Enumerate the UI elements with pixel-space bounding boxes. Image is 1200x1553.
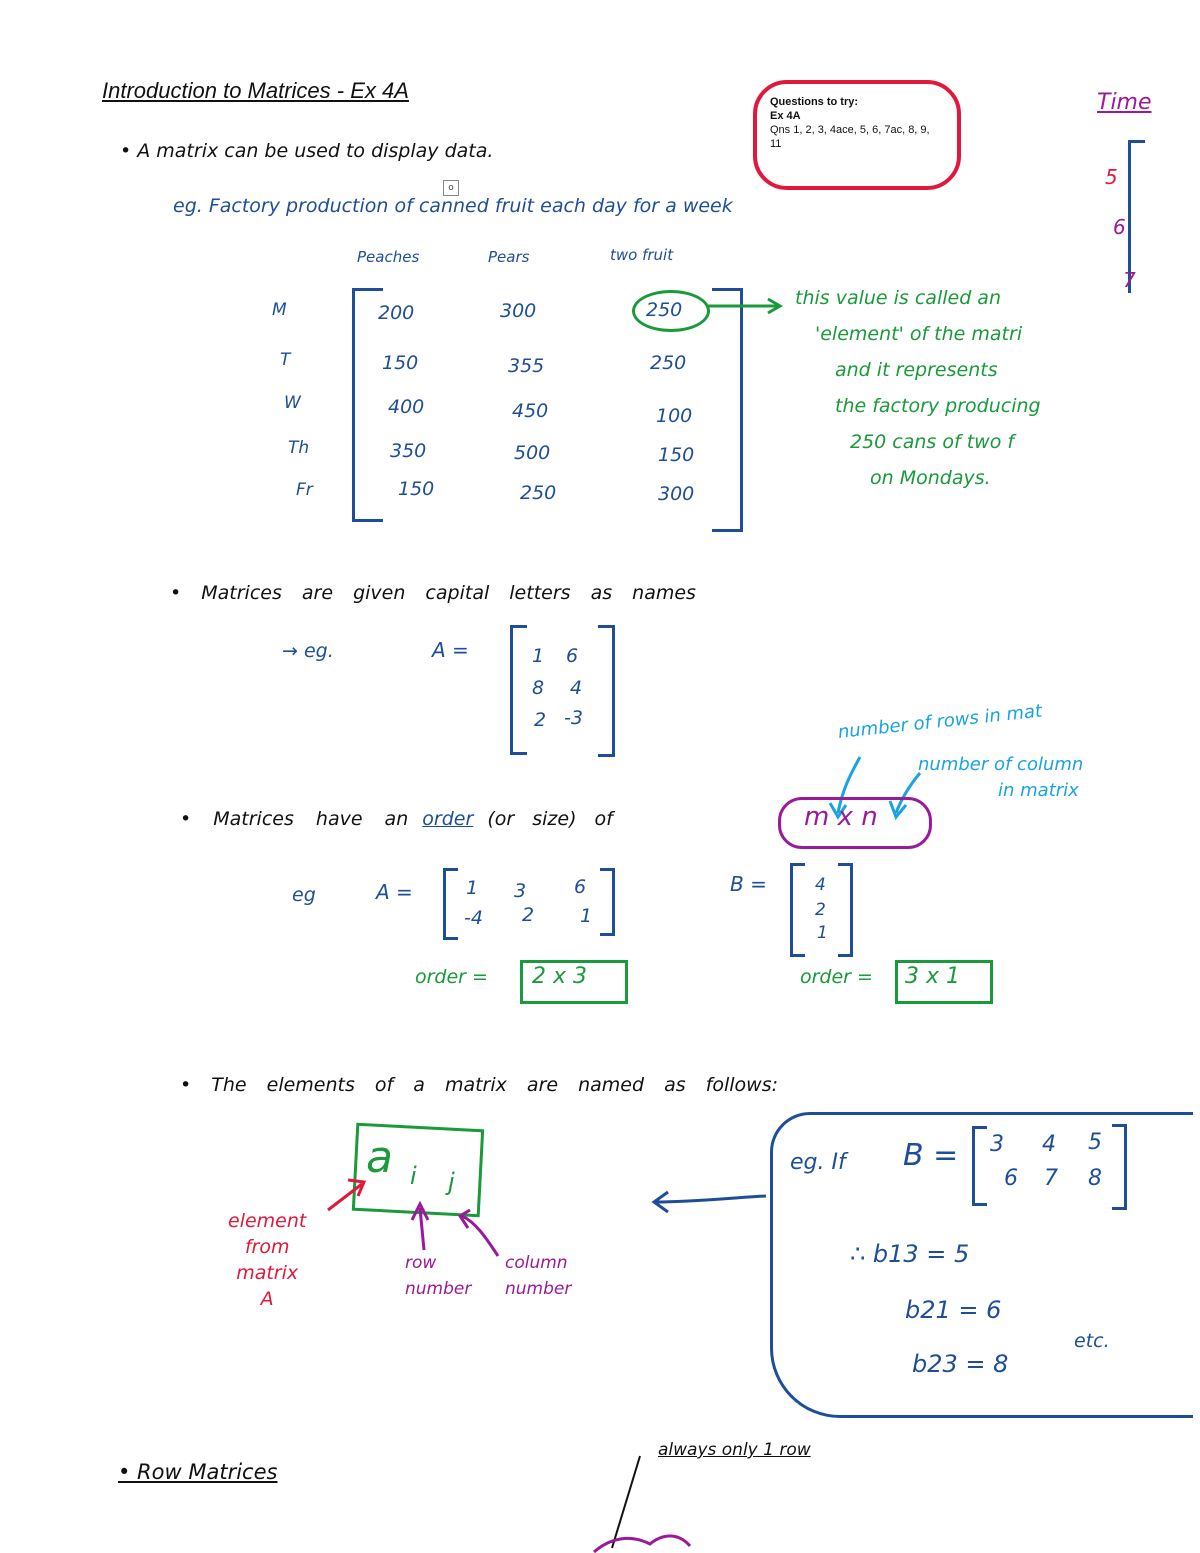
column-number-line-2: number bbox=[505, 1279, 572, 1299]
row-label-w: W bbox=[284, 393, 301, 413]
example3-prefix: eg bbox=[292, 884, 316, 906]
element-note-line-4: the factory producing bbox=[835, 395, 1041, 417]
side-note-day-6: 6 bbox=[1113, 215, 1126, 239]
cols-note-line-2: in matrix bbox=[998, 780, 1079, 801]
aij-a: a bbox=[366, 1132, 393, 1183]
small-box-icon: o bbox=[443, 180, 459, 196]
matrix1-cell-0-2: 250 bbox=[646, 299, 683, 321]
matrix1-cell-2-2: 100 bbox=[656, 405, 693, 427]
matrix4-cell-0-0: 3 bbox=[990, 1132, 1004, 1157]
element-note-line-3: and it represents bbox=[835, 359, 998, 381]
matrix3a-right-bracket bbox=[600, 868, 615, 936]
line-order bbox=[180, 808, 613, 830]
matrix4-right-bracket bbox=[1112, 1124, 1127, 1210]
element-note bbox=[795, 280, 1041, 496]
etc-text: etc. bbox=[1074, 1330, 1110, 1352]
matrix3b-right-bracket bbox=[838, 863, 853, 957]
element-note-line-1: this value is called an bbox=[795, 287, 1001, 309]
element-note-line-5: 250 cans of two f bbox=[850, 431, 1015, 453]
matrix2-right-bracket bbox=[598, 625, 615, 757]
matrix1-cell-3-0: 350 bbox=[390, 440, 427, 462]
rows-note: number of rows in mat bbox=[836, 700, 1044, 743]
example2-name: A = bbox=[432, 638, 469, 662]
matrix3b-cell-0: 4 bbox=[815, 875, 826, 895]
matrix1-cell-0-1: 300 bbox=[500, 300, 537, 322]
cols-note bbox=[918, 752, 1083, 804]
b13-line: ∴ b13 = 5 bbox=[850, 1240, 970, 1268]
matrix1-cell-2-1: 450 bbox=[512, 400, 549, 422]
line-order-rest: (or size) of bbox=[487, 808, 613, 830]
matrix1-cell-1-1: 355 bbox=[508, 355, 545, 377]
matrix1-cell-3-2: 150 bbox=[658, 444, 695, 466]
mxn-text: m x n bbox=[804, 802, 878, 832]
questions-box-text bbox=[770, 95, 950, 151]
example3-b-name: B = bbox=[730, 872, 767, 896]
row-label-th: Th bbox=[288, 438, 310, 458]
matrix4-left-bracket bbox=[972, 1126, 987, 1206]
b-order-value: 3 x 1 bbox=[905, 964, 960, 989]
matrix1-cell-0-0: 200 bbox=[378, 302, 415, 324]
matrix2-cell-2-1: -3 bbox=[564, 707, 583, 729]
questions-list: Qns 1, 2, 3, 4ace, 5, 6, 7ac, 8, 9, bbox=[770, 124, 930, 136]
row-label-t: T bbox=[280, 350, 291, 370]
matrix2-cell-0-1: 6 bbox=[566, 645, 579, 667]
b21-line: b21 = 6 bbox=[905, 1296, 1002, 1324]
col-header-two-fruit: two fruit bbox=[610, 246, 674, 264]
matrix4-cell-1-0: 6 bbox=[1004, 1166, 1018, 1191]
row-label-m: M bbox=[272, 300, 287, 320]
element-label-line-1: element bbox=[228, 1210, 307, 1232]
column-number-line-1: column bbox=[505, 1253, 568, 1273]
example2-prefix: → eg. bbox=[282, 640, 334, 662]
example4-name: B = bbox=[903, 1138, 959, 1173]
row-number-label bbox=[405, 1250, 471, 1302]
element-label bbox=[228, 1208, 306, 1312]
matrix3b-cell-1: 2 bbox=[815, 900, 826, 920]
matrix3a-cell-1-1: 2 bbox=[522, 904, 535, 926]
element-highlight-circle bbox=[632, 290, 710, 332]
row-matrix-note: always only 1 row bbox=[658, 1440, 811, 1460]
a-order-label: order = bbox=[415, 966, 488, 988]
matrix4-cell-0-2: 5 bbox=[1088, 1130, 1102, 1155]
matrix3a-left-bracket bbox=[443, 868, 458, 940]
questions-exercise: Ex 4A bbox=[770, 110, 801, 122]
matrix2-cell-1-0: 8 bbox=[532, 677, 545, 699]
side-note-day-7: 7 bbox=[1123, 268, 1136, 292]
line-row-matrices bbox=[118, 1460, 277, 1484]
element-label-line-4: A bbox=[260, 1288, 274, 1310]
matrix2-cell-1-1: 4 bbox=[570, 677, 583, 699]
element-label-line-3: matrix bbox=[236, 1262, 299, 1284]
element-arrow bbox=[704, 296, 784, 316]
element-label-line-2: from bbox=[244, 1236, 290, 1258]
side-note-day-5: 5 bbox=[1105, 165, 1118, 189]
matrix4-cell-0-1: 4 bbox=[1042, 1132, 1056, 1157]
cols-note-line-1: number of column bbox=[918, 754, 1084, 775]
matrix3b-cell-2: 1 bbox=[817, 923, 828, 943]
matrix4-cell-1-2: 8 bbox=[1088, 1166, 1102, 1191]
column-number-label bbox=[505, 1250, 571, 1302]
matrix3a-cell-0-0: 1 bbox=[466, 877, 479, 899]
b-order-label: order = bbox=[800, 966, 873, 988]
left-arrow bbox=[650, 1186, 770, 1216]
matrix1-cell-4-2: 300 bbox=[658, 483, 695, 505]
line-order-text: • Matrices have an bbox=[180, 808, 409, 830]
matrix1-cell-4-1: 250 bbox=[520, 482, 557, 504]
matrix1-cell-2-0: 400 bbox=[388, 396, 425, 418]
row-number-line-1: row bbox=[405, 1253, 437, 1273]
matrix2-left-bracket bbox=[510, 625, 527, 755]
b23-line: b23 = 8 bbox=[912, 1350, 1009, 1378]
page-title: Introduction to Matrices - Ex 4A bbox=[102, 78, 409, 103]
side-note-label: Time bbox=[1097, 90, 1152, 115]
matrix3a-cell-1-2: 1 bbox=[580, 905, 593, 927]
matrix3a-cell-0-2: 6 bbox=[574, 876, 587, 898]
matrix1-cell-4-0: 150 bbox=[398, 478, 435, 500]
row-matrices-heading: • Row Matrices bbox=[118, 1460, 278, 1484]
line-matrix-display: • A matrix can be used to display data. bbox=[120, 140, 494, 162]
matrix1-right-bracket bbox=[712, 288, 743, 532]
questions-list-tail: 11 bbox=[770, 138, 782, 150]
element-note-line-6: on Mondays. bbox=[870, 467, 991, 489]
matrix4-cell-1-1: 7 bbox=[1044, 1166, 1058, 1191]
example3-a-name: A = bbox=[376, 880, 413, 904]
col-header-peaches: Peaches bbox=[357, 248, 420, 266]
matrix1-cell-1-0: 150 bbox=[382, 352, 419, 374]
matrix1-cell-3-1: 500 bbox=[514, 442, 551, 464]
row-label-fr: Fr bbox=[296, 480, 313, 500]
line-capital-letters: • Matrices are given capital letters as names bbox=[170, 582, 696, 604]
aij-j: j bbox=[448, 1168, 455, 1196]
aij-arrows bbox=[320, 1170, 500, 1260]
aij-i: i bbox=[410, 1162, 417, 1190]
a-order-value: 2 x 3 bbox=[532, 964, 587, 989]
col-header-pears: Pears bbox=[488, 248, 530, 266]
order-word: order bbox=[422, 808, 474, 830]
matrix3a-cell-0-1: 3 bbox=[514, 880, 527, 902]
matrix2-cell-2-0: 2 bbox=[534, 709, 547, 731]
matrix2-cell-0-0: 1 bbox=[532, 645, 545, 667]
questions-heading: Questions to try: bbox=[770, 96, 859, 108]
example1-intro: eg. Factory production of canned fruit each day for a week bbox=[173, 195, 733, 217]
row-number-line-2: number bbox=[405, 1279, 472, 1299]
matrix3a-cell-1-0: -4 bbox=[464, 907, 483, 929]
matrix3b-left-bracket bbox=[790, 863, 805, 957]
example4-prefix: eg. If bbox=[790, 1150, 846, 1175]
element-note-line-2: 'element' of the matri bbox=[815, 323, 1023, 345]
row-matrix-sketch bbox=[590, 1448, 700, 1553]
matrix1-cell-1-2: 250 bbox=[650, 352, 687, 374]
line-elements-named: • The elements of a matrix are named as follows: bbox=[180, 1074, 779, 1096]
